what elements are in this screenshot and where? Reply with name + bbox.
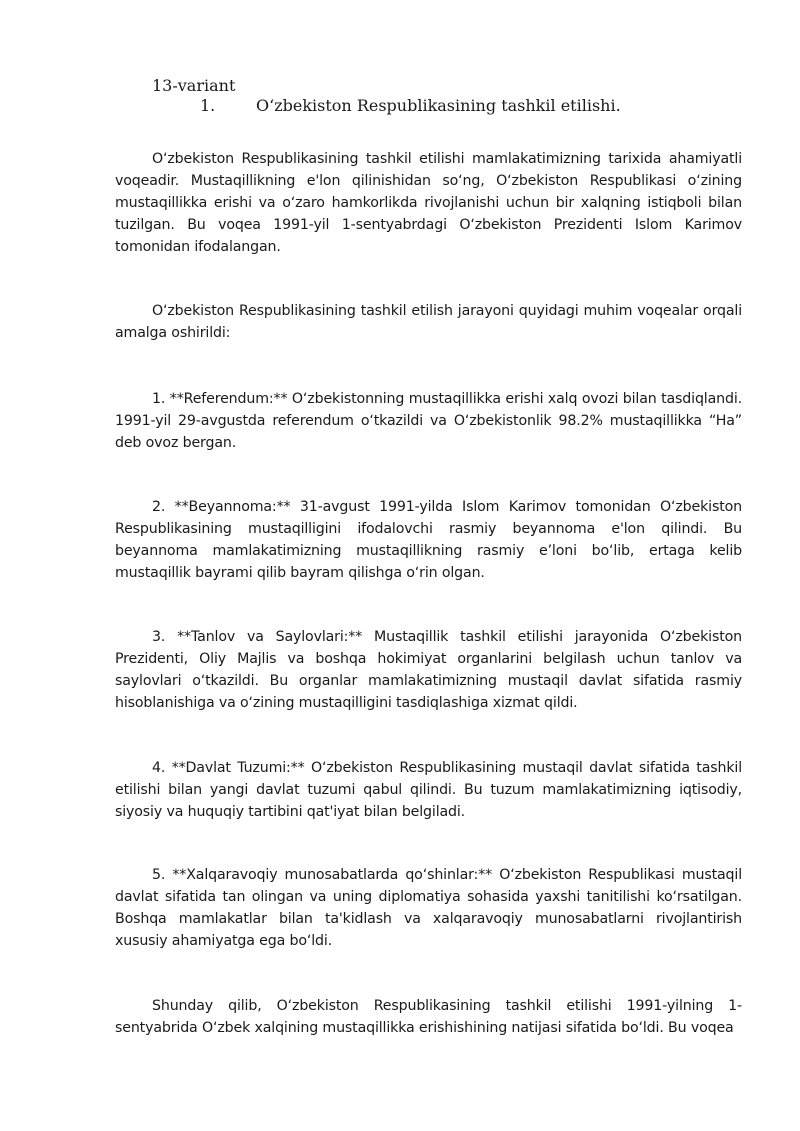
paragraph-process: O‘zbekiston Respublikasining tashkil etilish jarayoni quyidagi muhim voqealar orqali amalga oshirildi:: [115, 303, 742, 341]
paragraph-declaration: 2. **Beyannoma:** 31-avgust 1991-yilda Islom Karimov tomonidan O‘zbekiston Respublikasining mustaqilligini ifodalovchi rasmiy beyannoma e'lon qilindi. Bu beyannoma mamlakatimizning mustaqillikning rasmiy e’loni bo‘lib, ertaga kelib mustaqillik bayrami qilib bayram qilishga o‘rin olgan.: [115, 499, 742, 581]
variant-label: 13-variant: [152, 76, 236, 95]
section-number: 1.: [200, 96, 216, 115]
section-heading: [200, 96, 621, 116]
section-title: O‘zbekiston Respublikasining tashkil etilishi.: [256, 96, 621, 115]
paragraph-intro: O‘zbekiston Respublikasining tashkil etilishi mamlakatimizning tarixida ahamiyatli voqeadir. Mustaqillikning e'lon qilinishidan so‘ng, O‘zbekiston Respublikasi o‘zining mustaqillikka erishi va o‘zaro hamkorlikda rivojlanishi uchun bir xalqning istiqboli bilan tuzilgan. Bu voqea 1991-yil 1-sentyabrdagi O‘zbekiston Prezidenti Islom Karimov tomonidan ifodalangan.: [115, 151, 742, 255]
paragraph-referendum: 1. **Referendum:** O‘zbekistonning mustaqillikka erishi xalq ovozi bilan tasdiqlandi. 1991-yil 29-avgustda referendum o‘tkazildi va O‘zbekistonlik 98.2% mustaqillikka “Ha” deb ovoz bergan.: [115, 391, 742, 451]
paragraph-state-system: 4. **Davlat Tuzumi:** O‘zbekiston Respublikasining mustaqil davlat sifatida tashkil etilishi bilan yangi davlat tuzumi qabul qilindi. Bu tuzum mamlakatimizning iqtisodiy, siyosiy va huquqiy tartibini qat'iyat bilan belgiladi.: [115, 760, 742, 820]
paragraph-elections: 3. **Tanlov va Saylovlari:** Mustaqillik tashkil etilishi jarayonida O‘zbekiston Prezidenti, Oliy Majlis va boshqa hokimiyat organlarini belgilash uchun tanlov va saylovlari o‘tkazildi. Bu organlar mamlakatimizning mustaqil davlat sifatida rasmiy hisoblanishiga va o‘zining mustaqilligini tasdiqlashiga xizmat qildi.: [115, 629, 742, 711]
paragraph-international-relations: 5. **Xalqaravoqiy munosabatlarda qo‘shinlar:** O‘zbekiston Respublikasi mustaqil davlat sifatida tan olingan va uning diplomatiya sohasida yaxshi tanitilishi ko‘rsatilgan. Boshqa mamlakatlar bilan ta'kidlash va xalqaravoqiy munosabatlarni rivojlantirish xususiy ahamiyatga ega bo‘ldi.: [115, 867, 742, 949]
paragraph-conclusion: Shunday qilib, O‘zbekiston Respublikasining tashkil etilishi 1991-yilning 1-sentyabrida O‘zbek xalqining mustaqillikka erishishining natijasi sifatida bo‘ldi. Bu voqea: [115, 998, 742, 1036]
